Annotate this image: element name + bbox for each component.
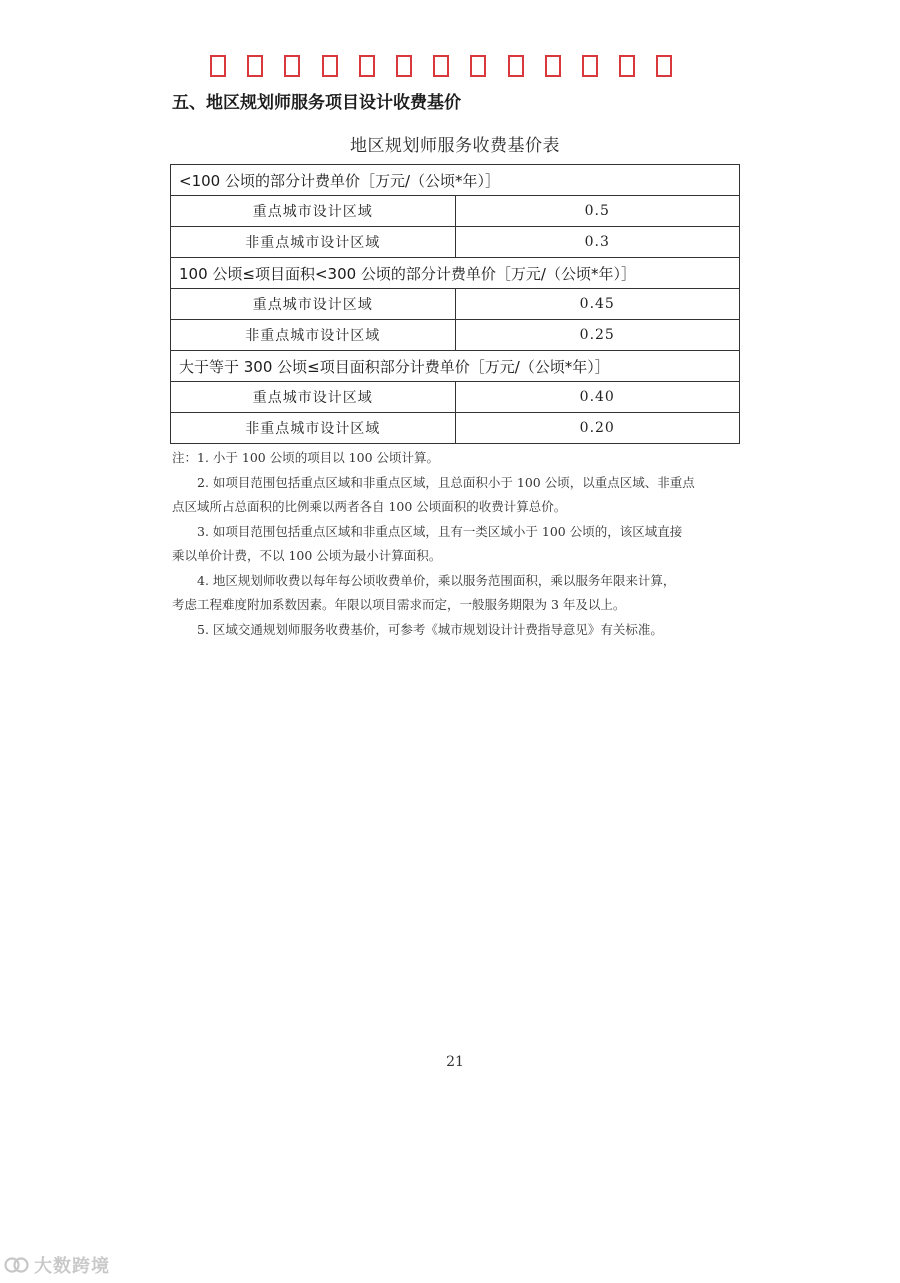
note-1: 注：1. 小于 100 公顷的项目以 100 公顷计算。 <box>172 450 440 465</box>
table-row <box>171 227 740 258</box>
red-box-icon <box>322 55 338 77</box>
table-title: 地区规划师服务收费基价表 <box>350 136 560 156</box>
table-row <box>171 382 740 413</box>
watermark-text: 大数跨境 <box>34 1256 110 1277</box>
section-heading: 五、地区规划师服务项目设计收费基价 <box>172 93 461 113</box>
note-4-continued: 考虑工程难度附加系数因素。年限以项目需求而定，一般服务期限为 3 年及以上。 <box>172 597 626 612</box>
region-cell: 非重点城市设计区域 <box>171 227 456 258</box>
red-box-icon <box>582 55 598 77</box>
price-cell: 0.5 <box>455 196 740 227</box>
notes-block <box>172 446 742 642</box>
double-circle-logo-icon <box>4 1254 30 1276</box>
red-box-icon <box>359 55 375 77</box>
table-row <box>171 320 740 351</box>
note-5: 5. 区域交通规划师服务收费基价，可参考《城市规划设计计费指导意见》有关标准。 <box>197 621 663 637</box>
watermark <box>4 1252 110 1278</box>
red-box-icon <box>396 55 412 77</box>
note-3: 3. 如项目范围包括重点区域和非重点区域，且有一类区域小于 100 公顷的，该区域直接 <box>197 523 683 539</box>
red-box-row <box>210 55 690 81</box>
group-heading: 100 公顷≤项目面积<300 公顷的部分计费单价［万元/（公顷*年）］ <box>171 258 740 289</box>
group-heading-row <box>171 351 740 382</box>
red-box-icon <box>210 55 226 77</box>
price-cell: 0.40 <box>455 382 740 413</box>
group-heading: 大于等于 300 公顷≤项目面积部分计费单价［万元/（公顷*年）］ <box>171 351 740 382</box>
red-box-icon <box>470 55 486 77</box>
group-heading-row <box>171 165 740 196</box>
price-cell: 0.25 <box>455 320 740 351</box>
region-cell: 重点城市设计区域 <box>171 289 456 320</box>
note-4: 4. 地区规划师收费以每年每公顷收费单价，乘以服务范围面积，乘以服务年限来计算， <box>197 572 676 588</box>
region-cell: 非重点城市设计区域 <box>171 413 456 444</box>
note-2-continued: 点区域所占总面积的比例乘以两者各自 100 公顷面积的收费计算总价。 <box>172 499 567 514</box>
red-box-icon <box>284 55 300 77</box>
group-heading: <100 公顷的部分计费单价［万元/（公顷*年）］ <box>171 165 740 196</box>
red-box-icon <box>247 55 263 77</box>
price-cell: 0.3 <box>455 227 740 258</box>
region-cell: 非重点城市设计区域 <box>171 320 456 351</box>
group-heading-row <box>171 258 740 289</box>
fee-table <box>170 164 740 444</box>
red-box-icon <box>545 55 561 77</box>
region-cell: 重点城市设计区域 <box>171 382 456 413</box>
red-box-icon <box>508 55 524 77</box>
note-3-continued: 乘以单价计费，不以 100 公顷为最小计算面积。 <box>172 548 442 563</box>
note-2: 2. 如项目范围包括重点区域和非重点区域，且总面积小于 100 公顷，以重点区域、非重点 <box>197 474 695 490</box>
red-box-icon <box>433 55 449 77</box>
red-box-icon <box>619 55 635 77</box>
table-row <box>171 413 740 444</box>
price-cell: 0.20 <box>455 413 740 444</box>
region-cell: 重点城市设计区域 <box>171 196 456 227</box>
table-row <box>171 289 740 320</box>
price-cell: 0.45 <box>455 289 740 320</box>
red-box-icon <box>656 55 672 77</box>
table-row <box>171 196 740 227</box>
page-number: 21 <box>446 1054 464 1070</box>
